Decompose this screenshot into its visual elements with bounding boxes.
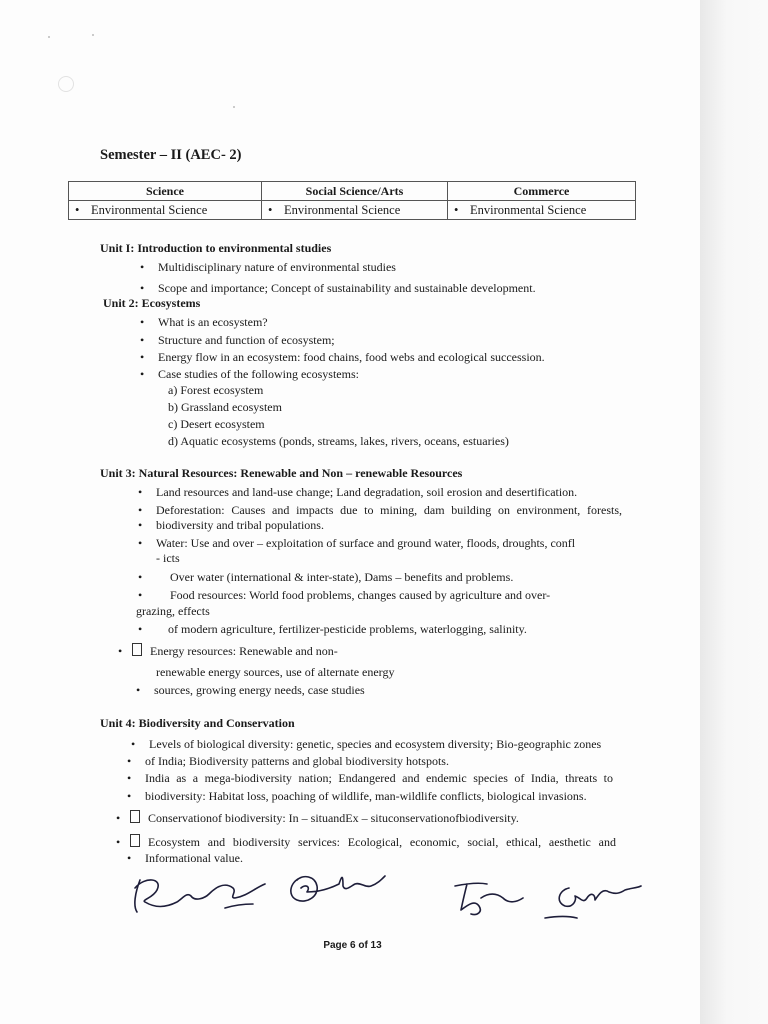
- column-header-science: Science: [69, 182, 262, 201]
- bullet-icon: •: [138, 536, 143, 550]
- list-item-text: Energy resources: Renewable and non-: [150, 644, 338, 658]
- bullet-icon: •: [140, 281, 145, 295]
- bullet-icon: •: [127, 754, 132, 768]
- list-item-text: of India; Biodiversity patterns and global biodiversity hotspots.: [145, 754, 449, 768]
- list-item: [138, 503, 622, 518]
- list-item: [138, 518, 324, 533]
- list-item-text: biodiversity: Habitat loss, poaching of wildlife, man-wildlife conflicts, biological invasions.: [145, 789, 587, 803]
- list-item-text: of modern agriculture, fertilizer-pesticide problems, waterlogging, salinity.: [168, 622, 527, 636]
- table-cell: [69, 201, 262, 220]
- list-item-text: sources, growing energy needs, case studies: [154, 683, 365, 697]
- bullet-icon: •: [140, 367, 145, 381]
- cell-text: Environmental Science: [91, 202, 208, 217]
- sub-list-item: b) Grassland ecosystem: [168, 400, 282, 414]
- bullet-icon: •: [138, 485, 143, 499]
- semester-title: Semester – II (AEC- 2): [100, 147, 242, 163]
- list-item-text: Informational value.: [145, 851, 243, 865]
- list-item-text: Scope and importance; Concept of sustainability and sustainable development.: [158, 281, 536, 295]
- list-item-text: Land resources and land-use change; Land degradation, soil erosion and desertification.: [156, 485, 578, 499]
- list-item-text: What is an ecosystem?: [158, 315, 268, 329]
- table-cell: [448, 201, 636, 220]
- signature-1: [135, 880, 265, 912]
- list-item-continuation: grazing, effects: [136, 604, 210, 618]
- list-item-text: Deforestation: Causes and impacts due to mining, dam building on environment, forests,: [156, 503, 622, 517]
- table-header-row: [69, 182, 636, 201]
- table-row: [69, 201, 636, 220]
- list-item: [140, 281, 536, 296]
- list-item-text: Food resources: World food problems, changes caused by agriculture and over-: [170, 588, 551, 602]
- column-header-commerce: Commerce: [448, 182, 636, 201]
- bullet-icon: •: [140, 333, 145, 347]
- list-item: [140, 333, 335, 348]
- bullet-icon: •: [127, 789, 132, 803]
- cell-text: Environmental Science: [470, 202, 587, 217]
- scan-speck: [233, 106, 235, 108]
- list-item: [118, 643, 338, 659]
- list-item: [127, 771, 613, 786]
- scan-speck: [48, 36, 50, 38]
- bullet-icon: •: [136, 683, 141, 697]
- unrendered-glyph-icon: [130, 810, 140, 823]
- list-item: [116, 834, 616, 850]
- list-item-text: Structure and function of ecosystem;: [158, 333, 335, 347]
- list-item-text: Multidisciplinary nature of environmental studies: [158, 260, 396, 274]
- unit-1-heading: Unit I: Introduction to environmental studies: [100, 241, 332, 255]
- bullet-icon: •: [116, 835, 121, 849]
- signature-2: [291, 876, 385, 901]
- bullet-icon: •: [131, 737, 136, 751]
- bullet-icon: •: [118, 644, 123, 658]
- list-item: [140, 315, 268, 330]
- cell-text: Environmental Science: [284, 202, 401, 217]
- bullet-icon: •: [75, 202, 80, 217]
- sub-list-item: a) Forest ecosystem: [168, 383, 264, 397]
- bullet-icon: •: [138, 518, 143, 532]
- list-item-text: Water: Use and over – exploitation of surface and ground water, floods, droughts, confl: [156, 536, 576, 550]
- unit-4-heading: Unit 4: Biodiversity and Conservation: [100, 716, 295, 730]
- bullet-icon: •: [140, 350, 145, 364]
- bullet-icon: •: [140, 315, 145, 329]
- bullet-icon: •: [116, 811, 121, 825]
- signatures: [125, 858, 645, 938]
- bullet-icon: •: [140, 260, 145, 274]
- list-item-text: Conservationof biodiversity: In – situandEx – situconservationofbiodiversity.: [148, 811, 519, 825]
- list-item-text: biodiversity and tribal populations.: [156, 518, 324, 532]
- list-item-text: Levels of biological diversity: genetic, species and ecosystem diversity; Bio-geographic zones: [149, 737, 602, 751]
- bullet-icon: •: [127, 851, 132, 865]
- list-item-continuation: - icts: [156, 551, 180, 565]
- signature-3: [455, 883, 523, 914]
- unit-2-heading: Unit 2: Ecosystems: [103, 296, 201, 310]
- bullet-icon: •: [138, 588, 143, 602]
- list-item: [138, 485, 577, 500]
- sub-list-item: d) Aquatic ecosystems (ponds, streams, lakes, rivers, oceans, estuaries): [168, 434, 509, 448]
- list-item: [116, 810, 519, 826]
- bullet-icon: •: [138, 570, 143, 584]
- list-item: [131, 737, 601, 752]
- bullet-icon: •: [127, 771, 132, 785]
- bullet-icon: •: [138, 622, 143, 636]
- list-item: [140, 367, 359, 382]
- table-cell: [262, 201, 448, 220]
- unit-3-heading: Unit 3: Natural Resources: Renewable and Non – renewable Resources: [100, 466, 463, 480]
- scan-edge: [700, 0, 768, 1024]
- list-item: [140, 260, 396, 275]
- list-item: [138, 570, 513, 585]
- bullet-icon: •: [138, 503, 143, 517]
- punch-hole-mark: [58, 76, 74, 92]
- list-item-text: Energy flow in an ecosystem: food chains, food webs and ecological succession.: [158, 350, 545, 364]
- course-table: [68, 181, 636, 220]
- list-item: [138, 588, 550, 603]
- column-header-social-science-arts: Social Science/Arts: [262, 182, 448, 201]
- page-number: Page 6 of 13: [323, 940, 382, 951]
- list-item: [127, 789, 587, 804]
- list-item-continuation: renewable energy sources, use of alternate energy: [156, 665, 395, 679]
- list-item: [140, 350, 545, 365]
- list-item: [136, 683, 365, 698]
- scan-speck: [92, 34, 94, 36]
- signature-4: [545, 886, 641, 918]
- list-item-text: India as a mega-biodiversity nation; Endangered and endemic species of India, threats to: [145, 771, 613, 785]
- list-item-text: Case studies of the following ecosystems:: [158, 367, 359, 381]
- bullet-icon: •: [454, 202, 459, 217]
- list-item-text: Ecosystem and biodiversity services: Ecological, economic, social, ethical, aesthetic and: [148, 835, 616, 849]
- bullet-icon: •: [268, 202, 273, 217]
- unrendered-glyph-icon: [130, 834, 140, 847]
- list-item: [127, 754, 449, 769]
- list-item: [138, 536, 575, 551]
- sub-list-item: c) Desert ecosystem: [168, 417, 265, 431]
- list-item-text: Over water (international & inter-state), Dams – benefits and problems.: [170, 570, 514, 584]
- unrendered-glyph-icon: [132, 643, 142, 656]
- list-item: [138, 622, 527, 637]
